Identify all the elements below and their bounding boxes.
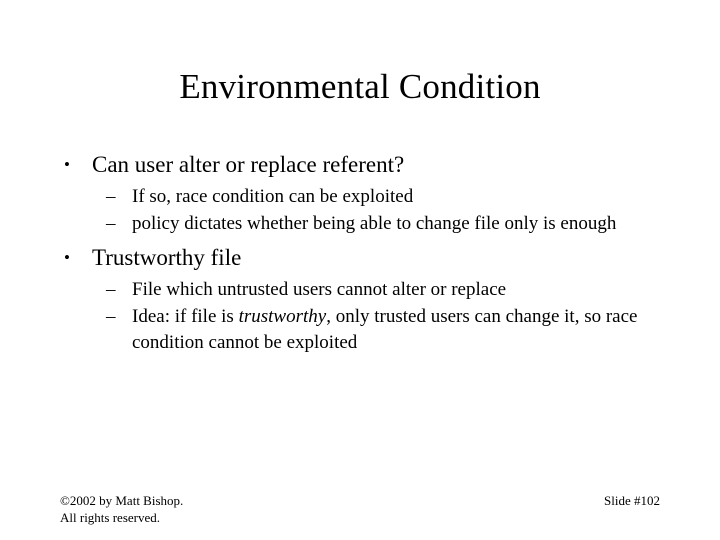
dash-marker-icon: –: [106, 306, 116, 327]
list-item: [92, 304, 677, 356]
list-item: [92, 277, 677, 303]
sub-bullet-text: If so, race condition can be exploited: [132, 186, 414, 207]
list-item: [92, 184, 677, 210]
list-item: [92, 211, 677, 237]
bullet-list-level1: [52, 150, 677, 356]
bullet-marker-icon: •: [64, 248, 70, 267]
sub-bullet-text: policy dictates whether being able to change file only is enough: [132, 213, 617, 234]
sub-bullet-text: File which untrusted users cannot alter or replace: [132, 279, 507, 300]
sub-bullet-text-post: , only trusted users can change it, so race condition cannot be exploited: [132, 306, 638, 353]
dash-marker-icon: –: [106, 279, 116, 300]
bullet-text: Can user alter or replace referent?: [92, 152, 405, 177]
bullet-text: Trustworthy file: [92, 245, 242, 270]
footer-copyright-line2: All rights reserved.: [60, 510, 161, 525]
sub-bullet-text: [132, 304, 677, 356]
footer-copyright: [60, 492, 183, 526]
dash-marker-icon: –: [106, 213, 116, 234]
footer-copyright-line1: ©2002 by Matt Bishop.: [60, 493, 184, 508]
list-item: [52, 243, 677, 356]
bullet-list-level2: [92, 184, 677, 237]
slide-body: [52, 150, 677, 362]
list-item: [52, 150, 677, 237]
bullet-list-level2: [92, 277, 677, 356]
bullet-marker-icon: •: [64, 155, 70, 174]
sub-bullet-text-pre: Idea: if file is: [132, 306, 239, 327]
dash-marker-icon: –: [106, 186, 116, 207]
slide-number: Slide #102: [604, 493, 660, 508]
emphasis-trustworthy: trustworthy: [238, 306, 327, 327]
page-title: Environmental Condition: [179, 67, 541, 106]
